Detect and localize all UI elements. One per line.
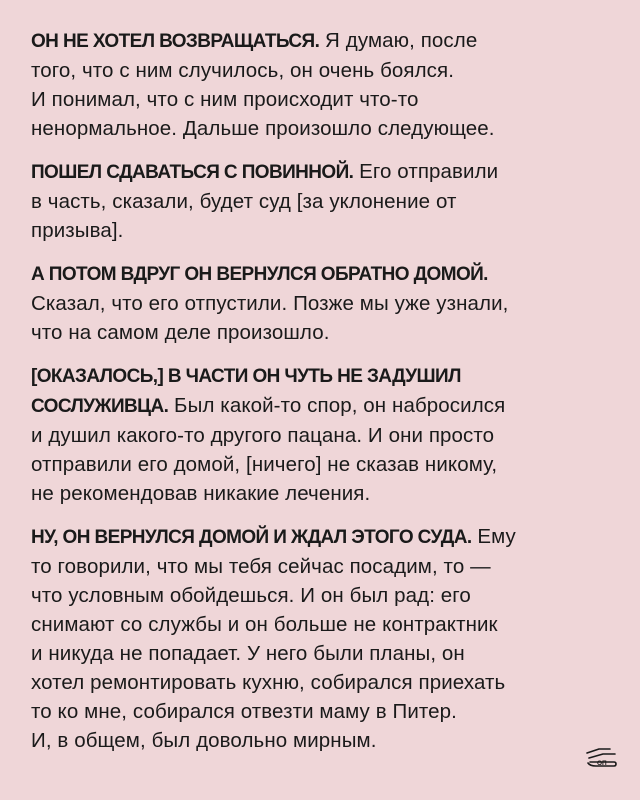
paragraph-5-line-3: что условным обойдешься. И он был рад: его: [31, 584, 471, 607]
paragraph-4-lead-cont: СОСЛУЖИВЦА.: [31, 396, 169, 417]
paragraph-5: [31, 522, 616, 755]
paragraph-2-line-3: призыва].: [31, 219, 124, 242]
paragraph-1-line-1: ОН НЕ ХОТЕЛ ВОЗВРАЩАТЬСЯ. Я думаю, после: [31, 29, 478, 52]
paragraph-1-line-2: того, что с ним случилось, он очень боялся.: [31, 59, 455, 82]
paragraph-5-line-8: И, в общем, был довольно мирным.: [31, 729, 377, 752]
paragraph-4-line-5: не рекомендовав никакие лечения.: [31, 482, 371, 505]
article-text: [31, 26, 616, 769]
paragraph-5-line-1: НУ, ОН ВЕРНУЛСЯ ДОМОЙ И ЖДАЛ ЭТОГО СУДА. Ему: [31, 525, 516, 548]
paragraph-2: [31, 157, 616, 245]
paragraph-4: [31, 361, 616, 508]
paragraph-4-line-2: СОСЛУЖИВЦА. Был какой-то спор, он набросился: [31, 394, 506, 417]
paragraph-1-line-4: ненормальное. Дальше произошло следующее.: [31, 117, 495, 140]
paragraph-5-line-2: то говорили, что мы тебя сейчас посадим, то —: [31, 555, 491, 578]
paragraph-5-lead: НУ, ОН ВЕРНУЛСЯ ДОМОЙ И ЖДАЛ ЭТОГО СУДА.: [31, 527, 472, 548]
paragraph-1-line-3: И понимал, что с ним происходит что-то: [31, 88, 419, 111]
paragraph-3-lead: А ПОТОМ ВДРУГ ОН ВЕРНУЛСЯ ОБРАТНО ДОМОЙ.: [31, 264, 488, 285]
paragraph-2-line-1: ПОШЕЛ СДАВАТЬСЯ С ПОВИННОЙ. Его отправили: [31, 160, 499, 183]
paragraph-3: [31, 259, 616, 347]
paragraph-2-lead: ПОШЕЛ СДАВАТЬСЯ С ПОВИННОЙ.: [31, 162, 354, 183]
paragraph-3-line-2: Сказал, что его отпустили. Позже мы уже узнали,: [31, 292, 509, 315]
paragraph-4-line-3: и душил какого-то другого пацана. И они просто: [31, 424, 495, 447]
hand-logo-icon: [584, 746, 618, 772]
paragraph-2-line-2: в часть, сказали, будет суд [за уклонение от: [31, 190, 457, 213]
paragraph-4-line-1: [31, 361, 616, 391]
paragraph-3-line-3: что на самом деле произошло.: [31, 321, 330, 344]
paragraph-4-line-4: отправили его домой, [ничего] не сказав никому,: [31, 453, 498, 476]
paragraph-5-line-4: снимают со службы и он больше не контрактник: [31, 613, 498, 636]
paragraph-1: [31, 26, 616, 143]
paragraph-4-lead: [ОКАЗАЛОСЬ,] В ЧАСТИ ОН ЧУТЬ НЕ ЗАДУШИЛ: [31, 366, 461, 387]
paragraph-5-line-6: хотел ремонтировать кухню, собирался приехать: [31, 671, 506, 694]
paragraph-5-line-5: и никуда не попадает. У него были планы, он: [31, 642, 465, 665]
paragraph-3-line-1: [31, 259, 616, 289]
paragraph-1-lead: ОН НЕ ХОТЕЛ ВОЗВРАЩАТЬСЯ.: [31, 31, 320, 52]
logo-text: ОП: [597, 760, 607, 767]
paragraph-5-line-7: то ко мне, собирался отвезти маму в Питер.: [31, 700, 457, 723]
